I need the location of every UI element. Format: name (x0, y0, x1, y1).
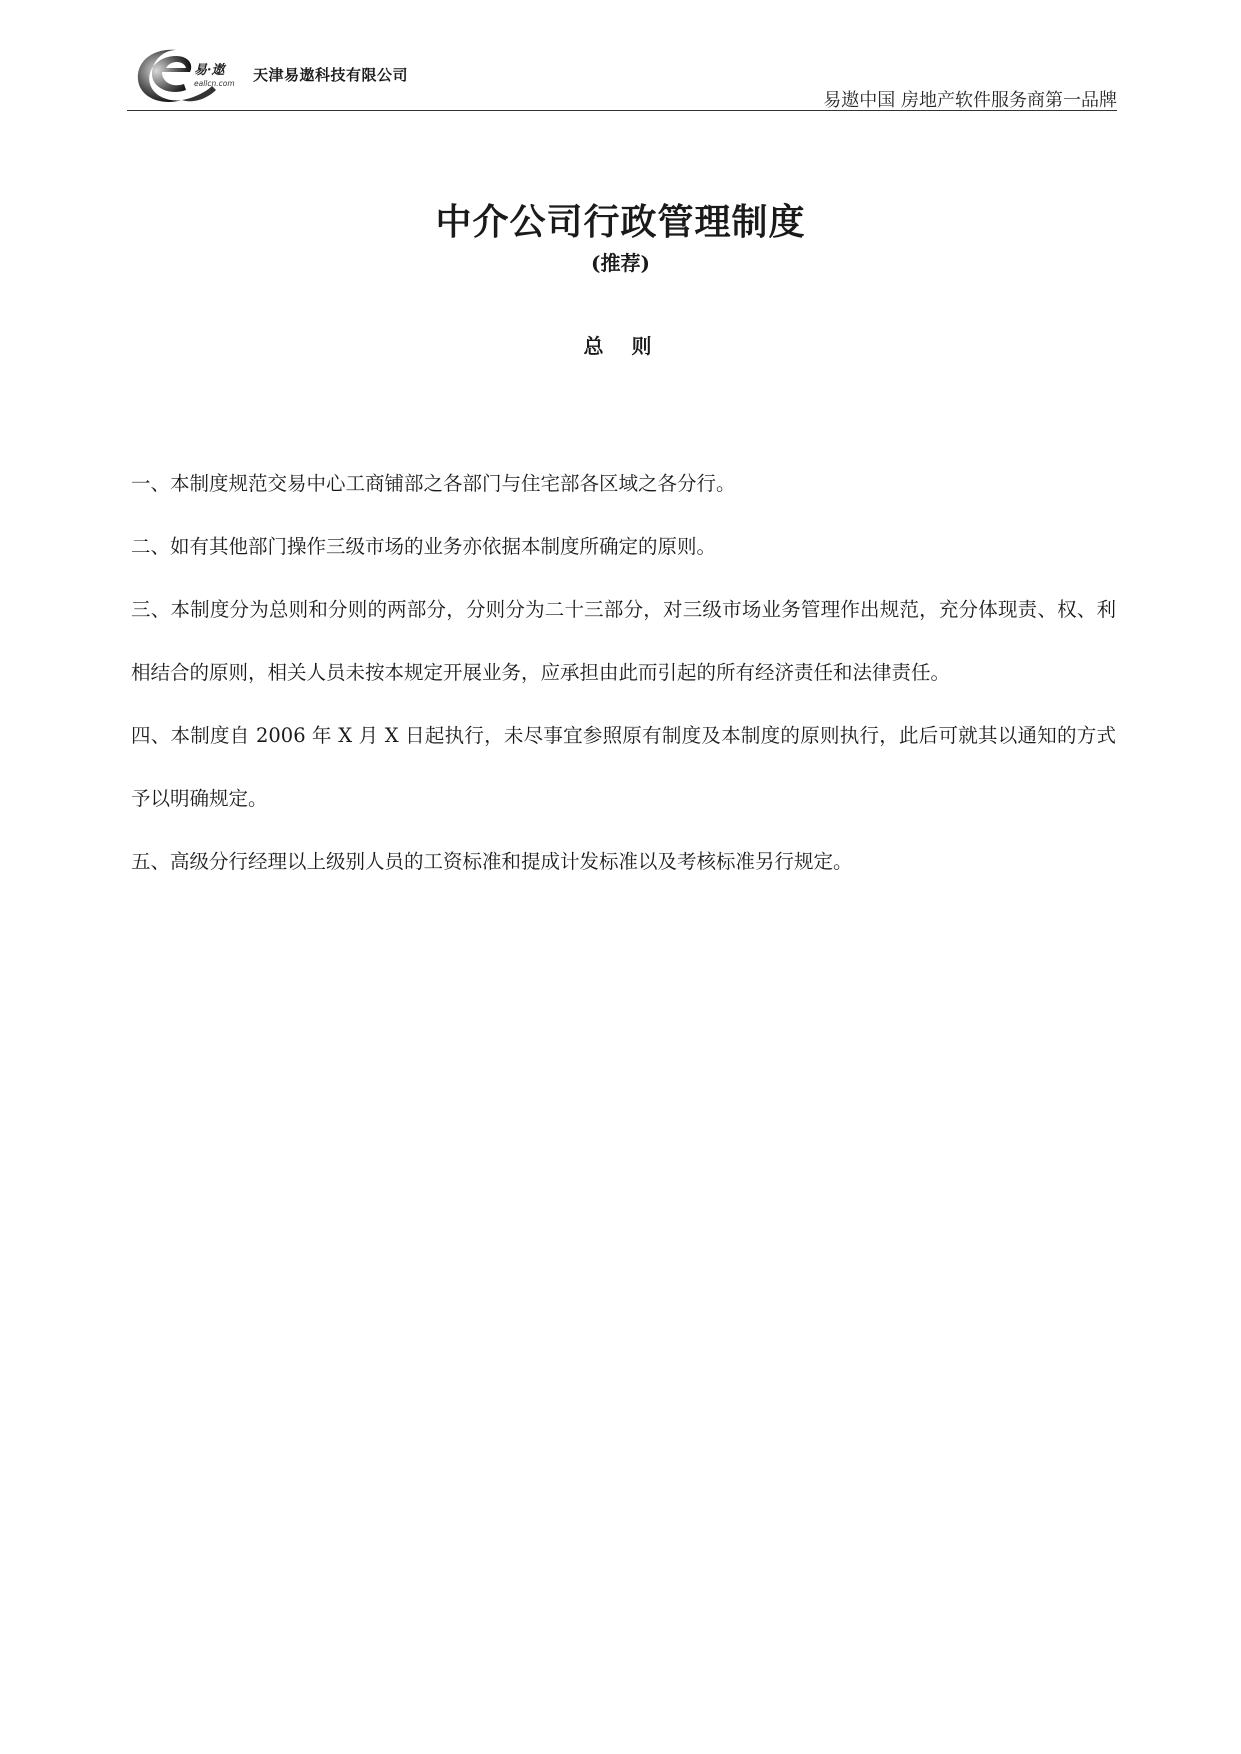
paragraph-2: 二、如有其他部门操作三级市场的业务亦依据本制度所确定的原则。 (131, 535, 717, 558)
section-heading-part-2: 则 (631, 334, 658, 358)
section-heading (0, 330, 1241, 359)
section-heading-part-1: 总 (583, 334, 610, 358)
document-body (131, 452, 1116, 893)
document-title: 中介公司行政管理制度 (435, 202, 806, 243)
company-logo (132, 42, 252, 108)
paragraph-4: 四、本制度自 2006 年 X 月 X 日起执行，未尽事宜参照原有制度及本制度的原则执行，此后可就其以通知的方式予以明确规定。 (131, 724, 1116, 810)
logo-cn-text: 易·遨 (194, 63, 225, 78)
document-subtitle: (推荐) (591, 251, 650, 275)
page-header (127, 42, 1117, 112)
company-name: 天津易遨科技有限公司 (253, 66, 409, 84)
logo-en-text: eallcn.com (194, 79, 235, 88)
header-divider (127, 110, 1117, 111)
paragraph-5: 五、高级分行经理以上级别人员的工资标准和提成计发标准以及考核标准另行规定。 (131, 850, 853, 873)
header-slogan: 易遨中国 房地产软件服务商第一品牌 (823, 90, 1117, 111)
paragraph-3: 三、本制度分为总则和分则的两部分，分则分为二十三部分，对三级市场业务管理作出规范，充分体现责、权、利相结合的原则，相关人员未按本规定开展业务，应承担由此而引起的所有经济责任和法律责任。 (131, 598, 1116, 684)
paragraph-1: 一、本制度规范交易中心工商铺部之各部门与住宅部各区域之各分行。 (131, 472, 736, 495)
